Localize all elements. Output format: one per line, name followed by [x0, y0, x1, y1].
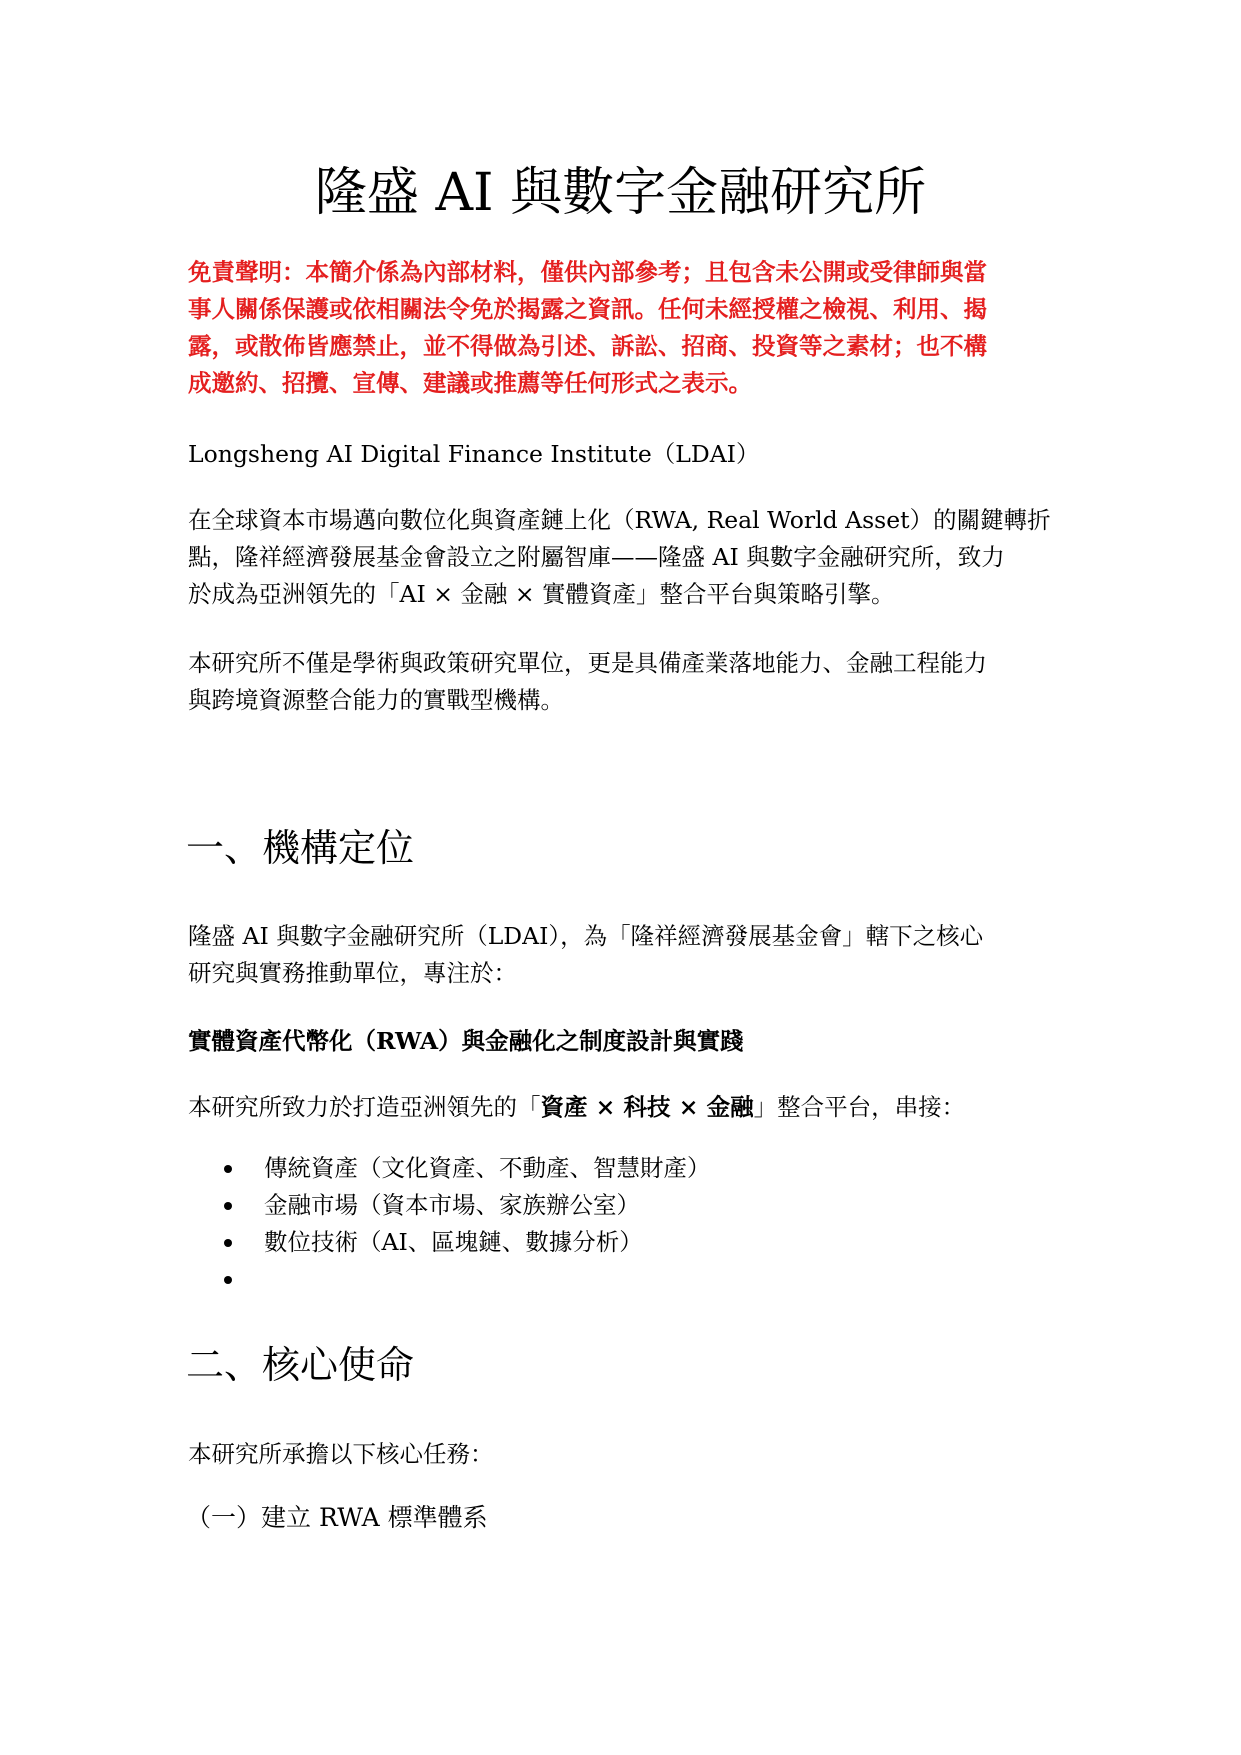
positioning-line: 隆盛 AI 與數字金融研究所（LDAI），為「隆祥經濟發展基金會」轄下之核心	[188, 922, 984, 950]
section-heading-mission: 二、核心使命	[186, 1343, 415, 1387]
bullet-icon	[224, 1202, 232, 1210]
list-item	[222, 1224, 711, 1261]
bullet-icon	[224, 1239, 232, 1247]
intro-line: 於成為亞洲領先的「AI × 金融 × 實體資產」整合平台與策略引擎。	[188, 580, 895, 608]
document-title: 隆盛 AI 與數字金融研究所	[314, 163, 927, 223]
intro2-line: 本研究所不僅是學術與政策研究單位，更是具備產業落地能力、金融工程能力	[188, 649, 987, 677]
disclaimer-notice	[188, 254, 1058, 402]
bullet-icon	[224, 1165, 232, 1173]
intro-paragraph-2	[188, 645, 1068, 719]
platform-statement	[188, 1089, 1068, 1126]
english-name	[188, 436, 1068, 473]
positioning-line: 研究與實務推動單位，專注於：	[188, 959, 517, 987]
section-heading-positioning: 一、機構定位	[186, 826, 415, 870]
bullet-list	[222, 1150, 711, 1298]
intro2-line: 與跨境資源整合能力的實戰型機構。	[188, 686, 564, 714]
platform-suffix: 」整合平台，串接：	[753, 1093, 966, 1121]
subsection-heading-rwa: （一）建立 RWA 標準體系	[186, 1503, 488, 1532]
bullet-icon	[224, 1276, 232, 1284]
disclaimer-line: 事人關係保護或依相關法令免於揭露之資訊。任何未經授權之檢視、利用、揭	[188, 295, 987, 323]
list-item-text: 金融市場（資本市場、家族辦公室）	[264, 1191, 640, 1219]
positioning-paragraph	[188, 918, 1068, 992]
disclaimer-line: 露，或散佈皆應禁止，並不得做為引述、訴訟、招商、投資等之素材；也不構	[188, 332, 987, 360]
list-item-text: 傳統資產（文化資產、不動產、智慧財產）	[264, 1154, 711, 1182]
english-name-text: Longsheng AI Digital Finance Institute（LDAI）	[188, 440, 760, 468]
intro-paragraph	[188, 502, 1068, 613]
mission-paragraph	[188, 1436, 1068, 1473]
mission-text: 本研究所承擔以下核心任務：	[188, 1440, 494, 1468]
disclaimer-line: 成邀約、招攬、宣傳、建議或推薦等任何形式之表示。	[188, 369, 752, 397]
disclaimer-line: 免責聲明：本簡介係為內部材料，僅供內部參考；且包含未公開或受律師與當	[188, 258, 987, 286]
list-item	[222, 1187, 711, 1224]
list-item	[222, 1261, 711, 1298]
list-item	[222, 1150, 711, 1187]
list-item-text: 數位技術（AI、區塊鏈、數據分析）	[264, 1228, 643, 1256]
platform-prefix: 本研究所致力於打造亞洲領先的「	[188, 1093, 541, 1121]
focus-text: 實體資產代幣化（RWA）與金融化之制度設計與實踐	[188, 1027, 744, 1055]
platform-bold: 資產 × 科技 × 金融	[540, 1093, 754, 1121]
platform-line	[188, 1089, 1068, 1126]
intro-line: 在全球資本市場邁向數位化與資產鏈上化（RWA, Real World Asset）的關鍵轉折	[188, 506, 1051, 534]
focus-statement	[188, 1023, 1068, 1060]
intro-line: 點，隆祥經濟發展基金會設立之附屬智庫——隆盛 AI 與數字金融研究所，致力	[188, 543, 1005, 571]
